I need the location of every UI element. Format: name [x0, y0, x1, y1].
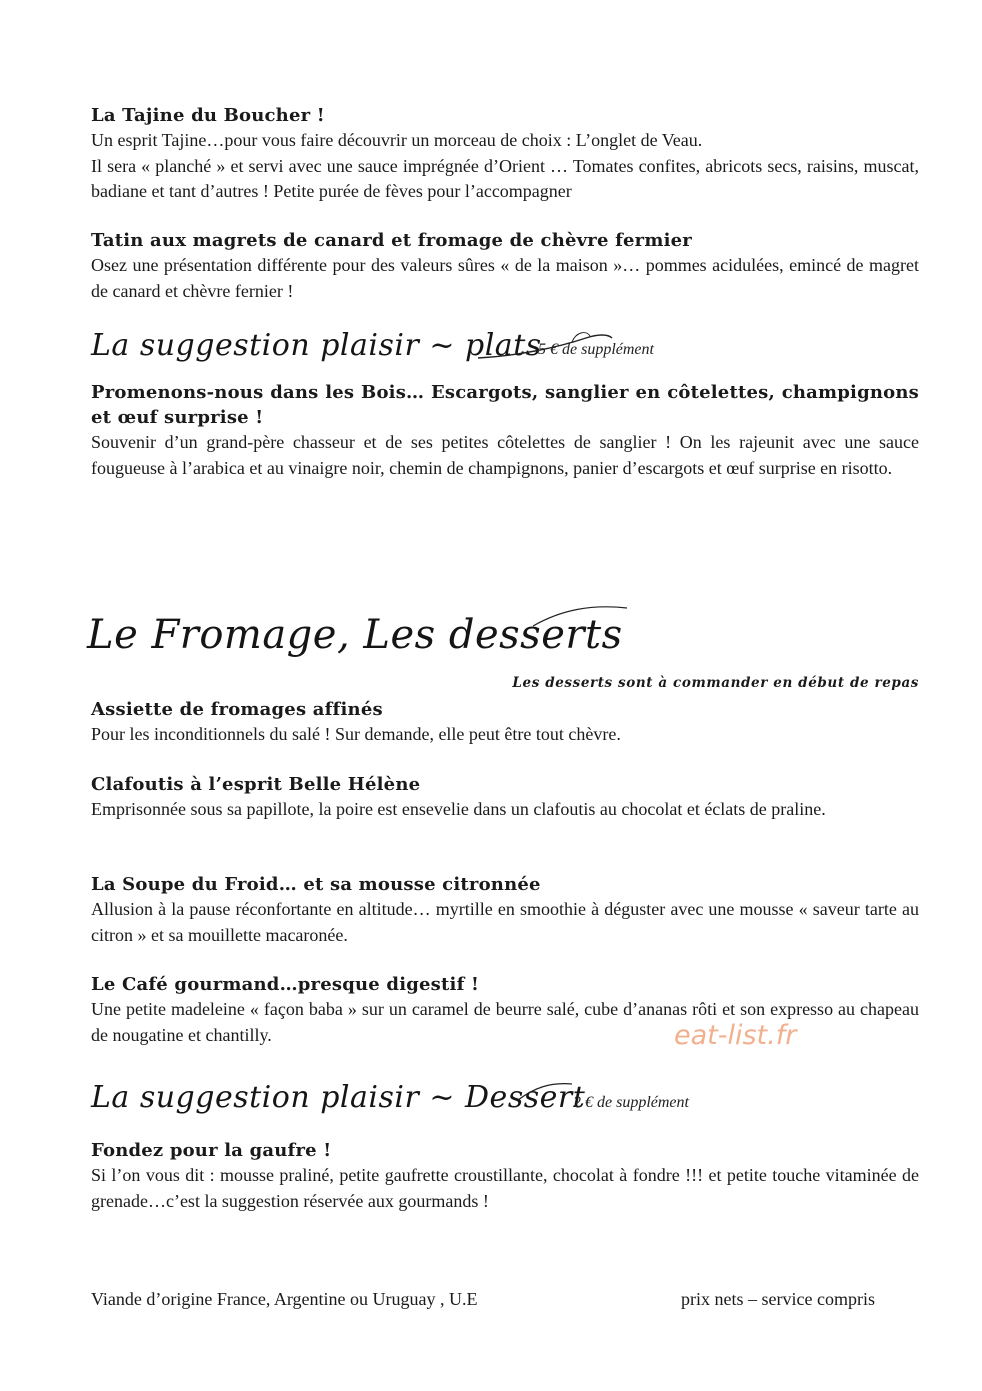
- dessert-fromages: [91, 697, 919, 748]
- dish-title: Promenons-nous dans les Bois… Escargots, sanglier en côtelettes, champignons et œuf surprise !: [91, 382, 919, 428]
- footer-prices: prix nets – service compris: [681, 1289, 875, 1309]
- dish-title: Fondez pour la gaufre !: [91, 1140, 332, 1161]
- dish-description: Osez une présentation différente pour des valeurs sûres « de la maison »… pommes acidulées, emincé de magret de canard et chèvre fernier !: [91, 255, 919, 301]
- suggestion-dessert-heading: [91, 1080, 919, 1120]
- dish-tajine: [91, 103, 919, 205]
- dish-title: Le Café gourmand…presque digestif !: [91, 974, 480, 995]
- section-heading: Le Fromage, Les desserts: [87, 612, 623, 658]
- dessert-clafoutis: [91, 772, 919, 823]
- supplement-price: 2 € de supplément: [573, 1094, 689, 1111]
- dish-gaufre: [91, 1138, 919, 1214]
- desserts-order-note: Les desserts sont à commander en début de repas: [512, 675, 919, 691]
- footer-meat-origin: Viande d’origine France, Argentine ou Uruguay , U.E: [91, 1289, 478, 1309]
- dish-description: Il sera « planché » et servi avec une sauce imprégnée d’Orient … Tomates confites, abricots secs, raisins, muscat, badiane et tant d’autres ! Petite purée de fèves pour l’accompagner: [91, 155, 919, 201]
- dish-title: La Soupe du Froid… et sa mousse citronnée: [91, 874, 541, 895]
- section-heading: La suggestion plaisir ~ plats: [91, 328, 542, 363]
- dish-description: Allusion à la pause réconfortante en altitude… myrtille en smoothie à déguster avec une mousse « saveur tarte au citron » et sa mouillette macaronée.: [91, 899, 919, 945]
- supplement-price: 5 € de supplément: [538, 341, 654, 358]
- dessert-soupe: [91, 872, 919, 948]
- dish-description: Pour les inconditionnels du salé ! Sur demande, elle peut être tout chèvre.: [91, 724, 621, 744]
- suggestion-plats-heading: [91, 328, 919, 368]
- dish-title: Assiette de fromages affinés: [91, 699, 383, 720]
- dish-description: Un esprit Tajine…pour vous faire découvrir un morceau de choix : L’onglet de Veau.: [91, 130, 703, 150]
- dish-description: Une petite madeleine « façon baba » sur un caramel de beurre salé, cube d’ananas rôti et son expresso au chapeau de nougatine et chantilly.: [91, 999, 919, 1045]
- flourish-ornament: [531, 602, 631, 632]
- dish-promenons: [91, 380, 919, 481]
- dish-title: Clafoutis à l’esprit Belle Hélène: [91, 774, 421, 795]
- flourish-ornament: [516, 1078, 576, 1108]
- dish-title: La Tajine du Boucher !: [91, 105, 325, 126]
- dish-title: Tatin aux magrets de canard et fromage de chèvre fermier: [91, 230, 692, 251]
- dish-tatin: [91, 228, 919, 304]
- section-heading: La suggestion plaisir ~ Dessert: [91, 1080, 586, 1115]
- dish-description: Si l’on vous dit : mousse praliné, petite gaufrette croustillante, chocolat à fondre !!! et petite touche vitaminée de grenade…c’est la suggestion réservée aux gourmands !: [91, 1165, 919, 1211]
- desserts-section-heading: [87, 610, 919, 670]
- desserts-note-row: [91, 674, 919, 692]
- watermark-text: eat-list.fr: [674, 1020, 797, 1051]
- dish-description: Emprisonnée sous sa papillote, la poire est ensevelie dans un clafoutis au chocolat et éclats de praline.: [91, 799, 826, 819]
- dish-description: Souvenir d’un grand-père chasseur et de ses petites côtelettes de sanglier ! On les rajeunit avec une sauce fougueuse à l’arabica et au vinaigre noir, chemin de champignons, panier d’escargots et œuf surprise en risotto.: [91, 432, 919, 478]
